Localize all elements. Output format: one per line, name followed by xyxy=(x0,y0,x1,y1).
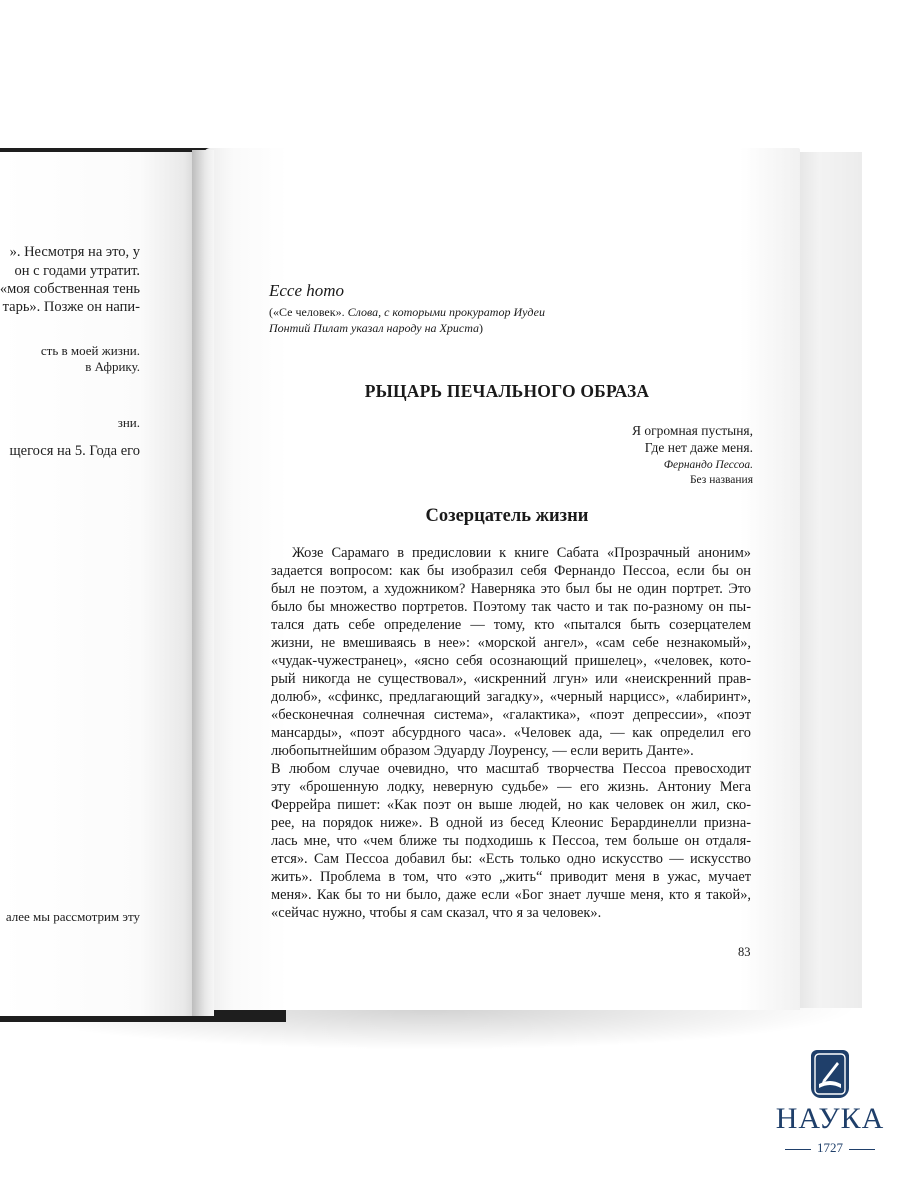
publisher-year: 1727 xyxy=(774,1140,886,1156)
poem-line: Где нет даже меня. xyxy=(644,440,753,455)
body-line: «чудак-чужестранец», «ясно себя осознающий пришелец», «человек, кото- xyxy=(271,653,751,669)
page-number: 83 xyxy=(738,945,751,959)
body-line: рее, на порядок ниже». В одной из бесед Клеонис Берардинелли призна- xyxy=(271,815,751,831)
body-line: меня». Как бы то ни было, даже если «Бог знает лучше меня, кто я такой», xyxy=(271,887,751,903)
book-pen-icon xyxy=(811,1050,849,1098)
left-page-line: «моя собственная тень xyxy=(0,281,140,297)
book-gutter xyxy=(192,150,214,1016)
body-line: долюб», «сфинкс, предлагающий загадку», «черный нарцисс», «лабиринт», xyxy=(271,689,751,705)
epigraph-title: Ecce homo xyxy=(269,281,345,300)
poem-epigraph xyxy=(632,422,753,456)
body-line: «сейчас нужно, чтобы я сам сказал, что я за человек». xyxy=(271,905,602,921)
poem-attribution xyxy=(664,458,753,488)
back-cover-edge xyxy=(792,152,862,1008)
body-line: жизни, не вмешиваясь в нее»: «морской ангел», «сам себе незнакомый», xyxy=(271,635,751,651)
publisher-name: НАУКА xyxy=(775,1102,885,1135)
body-line: «бесконечная солнечная система», «галактика», «поэт депрессии», «поэт xyxy=(271,707,751,723)
body-line: жить». Проблема в том, что «это „жить“ приводит меня в ужас, мучает xyxy=(271,869,751,885)
chapter-title: РЫЦАРЬ ПЕЧАЛЬНОГО ОБРАЗА xyxy=(364,381,650,401)
body-line: было бы множество портретов. Поэтому так часто и так по-разному он пы- xyxy=(271,599,751,615)
body-line: Феррейра пишет: «Как поэт он выше людей, но как человек он жил, ско- xyxy=(271,797,751,813)
body-line: мансарды», «поэт абсурдного часа». «Человек ада, — как определил его xyxy=(271,725,751,741)
body-line: ется». Сам Пессоа добавил бы: «Есть только одно искусство — искусство xyxy=(271,851,751,867)
left-page-line: он с годами утратит. xyxy=(14,263,140,279)
body-line: лась мне, что «чем ближе ты подходишь к Пессоа, тем больше он отдаля- xyxy=(271,833,751,849)
poem-author: Фернандо Пессоа. xyxy=(663,459,753,471)
body-line: Жозе Сарамаго в предисловии к книге Сабата «Прозрачный аноним» xyxy=(292,545,751,561)
epigraph-note-close: ) xyxy=(479,321,484,335)
left-page-line: ». Несмотря на это, у xyxy=(9,244,140,260)
left-page-line: тарь». Позже он напи- xyxy=(2,299,140,315)
poem-line: Я огромная пустыня, xyxy=(632,423,753,438)
body-line: задается вопросом: как бы изобразил себя Фернандо Пессоа, если бы он xyxy=(271,563,751,579)
left-page-line: зни. xyxy=(117,415,140,430)
epigraph-note-text: Слова, с которыми прокуратор Иудеи xyxy=(344,305,545,319)
epigraph-note xyxy=(269,304,545,336)
body-line: рый никогда не существовал», «искренний лгун» или «неискренний прав- xyxy=(271,671,751,687)
publisher-logo xyxy=(774,1050,886,1170)
section-title: Созерцатель жизни xyxy=(425,506,589,526)
left-page-line: алее мы рассмотрим эту xyxy=(5,909,140,924)
left-page-line: сть в моей жизни. xyxy=(40,343,140,358)
epigraph-note-open: («Се человек». xyxy=(269,305,345,319)
body-line: В любом случае очевидно, что масштаб творчества Пессоа превосходит xyxy=(271,761,751,777)
left-page-line: в Африку. xyxy=(85,359,140,374)
body-line: эту «брошенную лодку, неверную судьбе» — его жизнь. Антониу Мега xyxy=(271,779,751,795)
body-line: любопытнейшим образом Эдуарду Лоуренсу, — если верить Данте». xyxy=(271,743,694,759)
epigraph-note-text: Понтий Пилат указал народу на Христа xyxy=(269,321,480,335)
left-page-line: щегося на 5. Года его xyxy=(9,443,140,459)
poem-source: Без названия xyxy=(689,474,753,486)
body-line: тался дать себе определение — тому, кто «пытался быть созерцателем xyxy=(271,617,751,633)
body-line: был не поэтом, а художником? Наверняка это был бы не один портрет. Это xyxy=(271,581,751,597)
